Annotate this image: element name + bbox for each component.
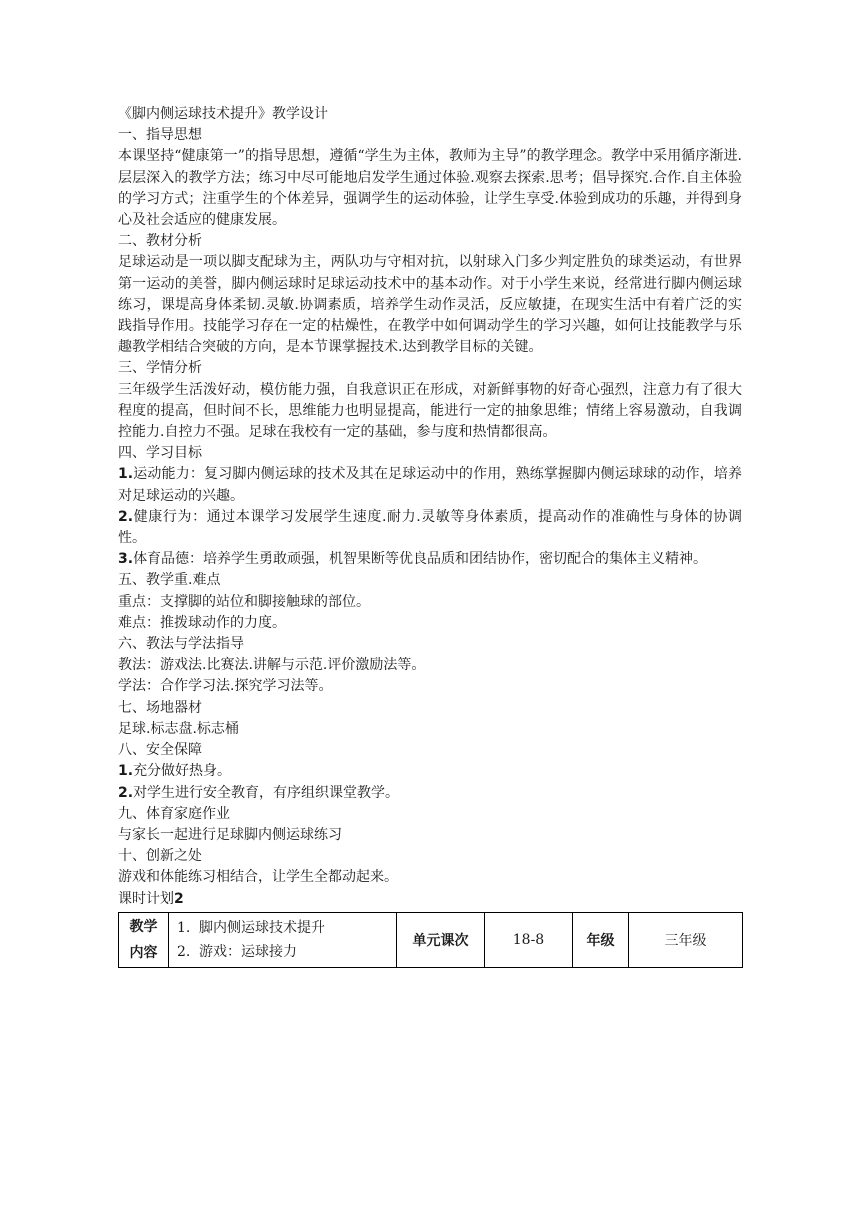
content-item: 1. 脚内侧运球技术提升 [177,919,325,936]
content-header-line-2: 内容 [129,944,158,961]
section-heading: 九、体育家庭作业 [118,805,230,822]
lesson-plan-label [118,889,742,910]
content-header-cell [119,912,169,967]
list-item-number: 2. [118,508,134,525]
lesson-plan-table [118,912,743,968]
list-item-number: 3. [118,551,134,568]
list-item [118,464,742,506]
section-paragraph: 教法：游戏法.比赛法.讲解与示范.评价激励法等。 [118,657,426,674]
section-heading: 三、学情分析 [118,360,202,377]
section-paragraph: 难点：推拨球动作的力度。 [118,614,286,631]
section-heading: 一、指导思想 [118,127,202,144]
grade-header-cell: 年级 [573,912,629,967]
list-item-text: 健康行为：通过本课学习发展学生速度.耐力.灵敏等身体素质，提高动作的准确性与身体的协调性。 [118,508,742,547]
section-paragraph: 三年级学生活泼好动，模仿能力强，自我意识正在形成，对新鲜事物的好奇心强烈，注意力有了很大程度的提高，但时间不长，思维能力也明显提高，能进行一定的抽象思维；情绪上容易激动，自我调控能力.自控力不强。足球在我校有一定的基础，参与度和热情都很高。 [118,381,742,441]
content-list-cell [169,912,397,967]
section-heading: 六、教法与学法指导 [118,636,244,653]
list-item-text: 充分做好热身。 [133,763,232,780]
content-item: 2. 游戏：运球接力 [177,943,297,960]
document-title: 《脚内侧运球技术提升》教学设计 [118,106,328,122]
list-item [118,549,742,570]
section-heading: 十、创新之处 [118,848,202,865]
list-item-text: 体育品德：培养学生勇敢顽强，机智果断等优良品质和团结协作，密切配合的集体主义精神。 [133,551,708,568]
content-header-line-1: 教学 [129,918,158,935]
grade-value-cell: 三年级 [629,912,743,967]
section-heading: 四、学习目标 [118,445,202,462]
lesson-plan-number: 2 [174,890,184,907]
section-paragraph: 足球运动是一项以脚支配球为主，两队功与守相对抗，以射球入门多少判定胜负的球类运动，有世界第一运动的美誉，脚内侧运球时足球运动技术中的基本动作。对于小学生来说，经常进行脚内侧运球练习，课堤高身体柔韧.灵敏.协调素质，培养学生动作灵活，反应敏捷，在现实生活中有着广泛的实践指导作用。技能学习存在一定的枯燥性，在教学中如何调动学生的学习兴趣，如何让技能教学与乐趣教学相结合突破的方向，是本节课掌握技术.达到教学目标的关键。 [118,254,742,356]
list-item-text: 对学生进行安全教育，有序组织课堂教学。 [133,784,400,801]
list-item-text: 运动能力：复习脚内侧运球的技术及其在足球运动中的作用，熟练掌握脚内侧运球球的动作，培养对足球运动的兴趣。 [118,466,742,504]
lesson-plan-label-text: 课时计划 [118,890,174,907]
section-heading: 五、教学重.难点 [118,572,221,589]
list-item-number: 2. [118,784,134,801]
document-sections [118,125,742,888]
list-item [118,783,742,804]
section-paragraph: 本课坚持“健康第一”的指导思想，遵循“学生为主体，教师为主导”的教学理念。教学中采用循序渐进.层层深入的教学方法；练习中尽可能地启发学生通过体验.观察去探索.思考；倡导探究.合作.自主体验的学习方式；注重学生的个体差异，强调学生的运动体验，让学生享受.体验到成功的乐趣，并得到身心及社会适应的健康发展。 [118,148,742,229]
unit-header-cell: 单元课次 [397,912,485,967]
list-item-number: 1. [118,763,134,780]
list-item [118,761,742,782]
section-heading: 八、安全保障 [118,742,202,759]
list-item-number: 1. [118,466,134,483]
document-page [118,104,742,968]
section-paragraph: 重点：支撑脚的站位和脚接触球的部位。 [118,593,370,610]
section-paragraph: 游戏和体能练习相结合，让学生全都动起来。 [118,869,398,886]
table-row [119,912,743,967]
list-item [118,507,742,549]
section-paragraph: 与家长一起进行足球脚内侧运球练习 [118,826,342,843]
unit-value-cell: 18-8 [485,912,573,967]
section-paragraph: 足球.标志盘.标志桶 [118,720,239,737]
section-paragraph: 学法：合作学习法.探究学习法等。 [118,678,333,695]
section-heading: 二、教材分析 [118,233,202,250]
section-heading: 七、场地器材 [118,699,202,716]
